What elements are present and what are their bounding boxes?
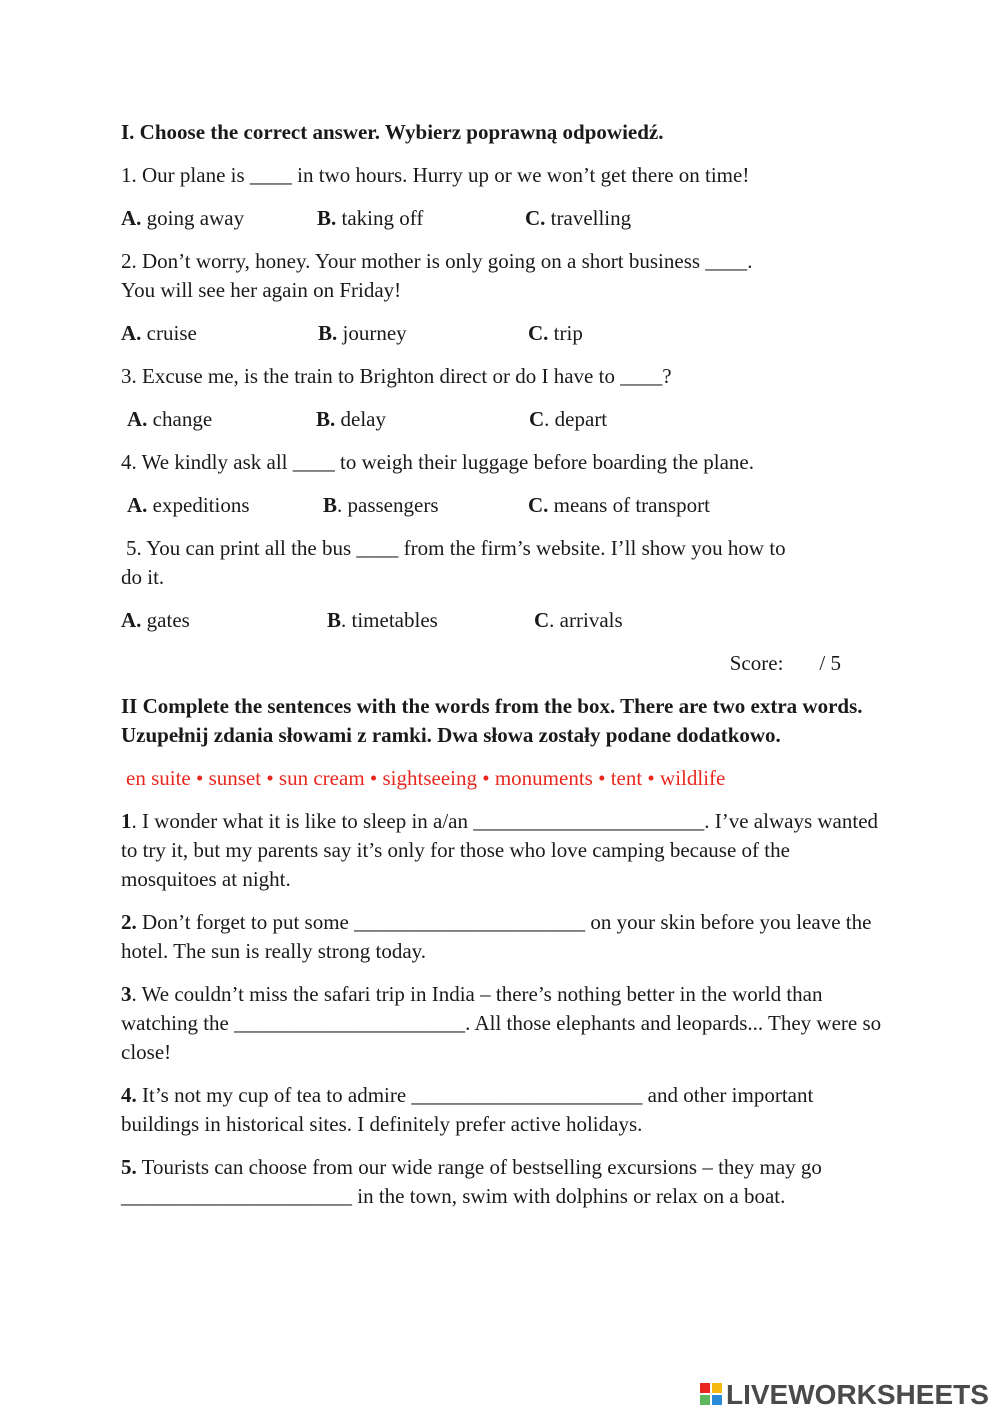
sentence-4: 4. It’s not my cup of tea to admire ______________________ and other important buildings in historical sites. I definitely prefer active holidays. — [121, 1083, 814, 1136]
option-a[interactable]: A. cruise — [121, 321, 197, 345]
section1-heading: I. Choose the correct answer. Wybierz poprawną odpowiedź. — [121, 120, 664, 144]
option-a[interactable]: A. gates — [121, 608, 190, 632]
question-text: 4. We kindly ask all ____ to weigh their luggage before boarding the plane. — [121, 450, 755, 474]
sentence-2: 2. Don’t forget to put some ______________________ on your skin before you leave the hotel. The sun is really strong today. — [121, 910, 872, 963]
logo-text: LIVEWORKSHEETS — [726, 1378, 989, 1410]
question-1 — [121, 161, 886, 233]
worksheet — [121, 118, 886, 1225]
option-b[interactable]: B. passengers — [323, 493, 439, 517]
question-2 — [121, 247, 886, 348]
option-a[interactable]: A. change — [127, 407, 213, 431]
option-c[interactable]: C. means of transport — [528, 493, 710, 517]
question-text: 1. Our plane is ____ in two hours. Hurry up or we won’t get there on time! — [121, 163, 750, 187]
sentence-1: 1. I wonder what it is like to sleep in a/an ______________________. I’ve always wanted to try it, but my parents say it’s only for those who love camping because of the mosquitoes at night. — [121, 809, 879, 891]
score-total: / 5 — [819, 651, 841, 675]
answer-options — [121, 606, 886, 635]
sentence-3: 3. We couldn’t miss the safari trip in India – there’s nothing better in the world than watching the ______________________. All those elephants and leopards... They were so close! — [121, 982, 882, 1064]
option-a[interactable]: A. expeditions — [127, 493, 250, 517]
option-c[interactable]: C. trip — [528, 321, 583, 345]
option-b[interactable]: B. delay — [316, 407, 386, 431]
answer-options — [121, 405, 886, 434]
answer-options — [121, 491, 886, 520]
option-b[interactable]: B. journey — [318, 321, 407, 345]
score-label: Score: — [729, 651, 784, 675]
question-3 — [121, 362, 886, 434]
score — [121, 649, 886, 678]
question-text: 2. Don’t worry, honey. Your mother is only going on a short business ____. You will see her again on Friday! — [121, 249, 753, 302]
option-b[interactable]: B. taking off — [317, 206, 424, 230]
option-c[interactable]: C. travelling — [525, 206, 632, 230]
section2-heading: II Complete the sentences with the words from the box. There are two extra words. Uzupełnij zdania słowami z ramki. Dwa słowa zostały podane dodatkowo. — [121, 694, 863, 747]
option-c[interactable]: C. arrivals — [534, 608, 623, 632]
sentence-5: 5. Tourists can choose from our wide range of bestselling excursions – they may go ______________________ in the town, swim with dolphins or relax on a boat. — [121, 1155, 822, 1208]
option-a[interactable]: A. going away — [121, 206, 245, 230]
question-text: 5. You can print all the bus ____ from the firm’s website. I’ll show you how to do it. — [121, 536, 786, 589]
word-box: en suite • sunset • sun cream • sightseeing • monuments • tent • wildlife — [126, 766, 726, 790]
question-5 — [121, 534, 886, 635]
option-b[interactable]: B. timetables — [327, 608, 438, 632]
option-c[interactable]: C. depart — [529, 407, 608, 431]
question-4 — [121, 448, 886, 520]
answer-options — [121, 319, 886, 348]
question-text: 3. Excuse me, is the train to Brighton direct or do I have to ____? — [121, 364, 672, 388]
liveworksheets-logo-icon — [700, 1383, 722, 1405]
liveworksheets-logo[interactable] — [700, 1376, 989, 1412]
answer-options — [121, 204, 886, 233]
